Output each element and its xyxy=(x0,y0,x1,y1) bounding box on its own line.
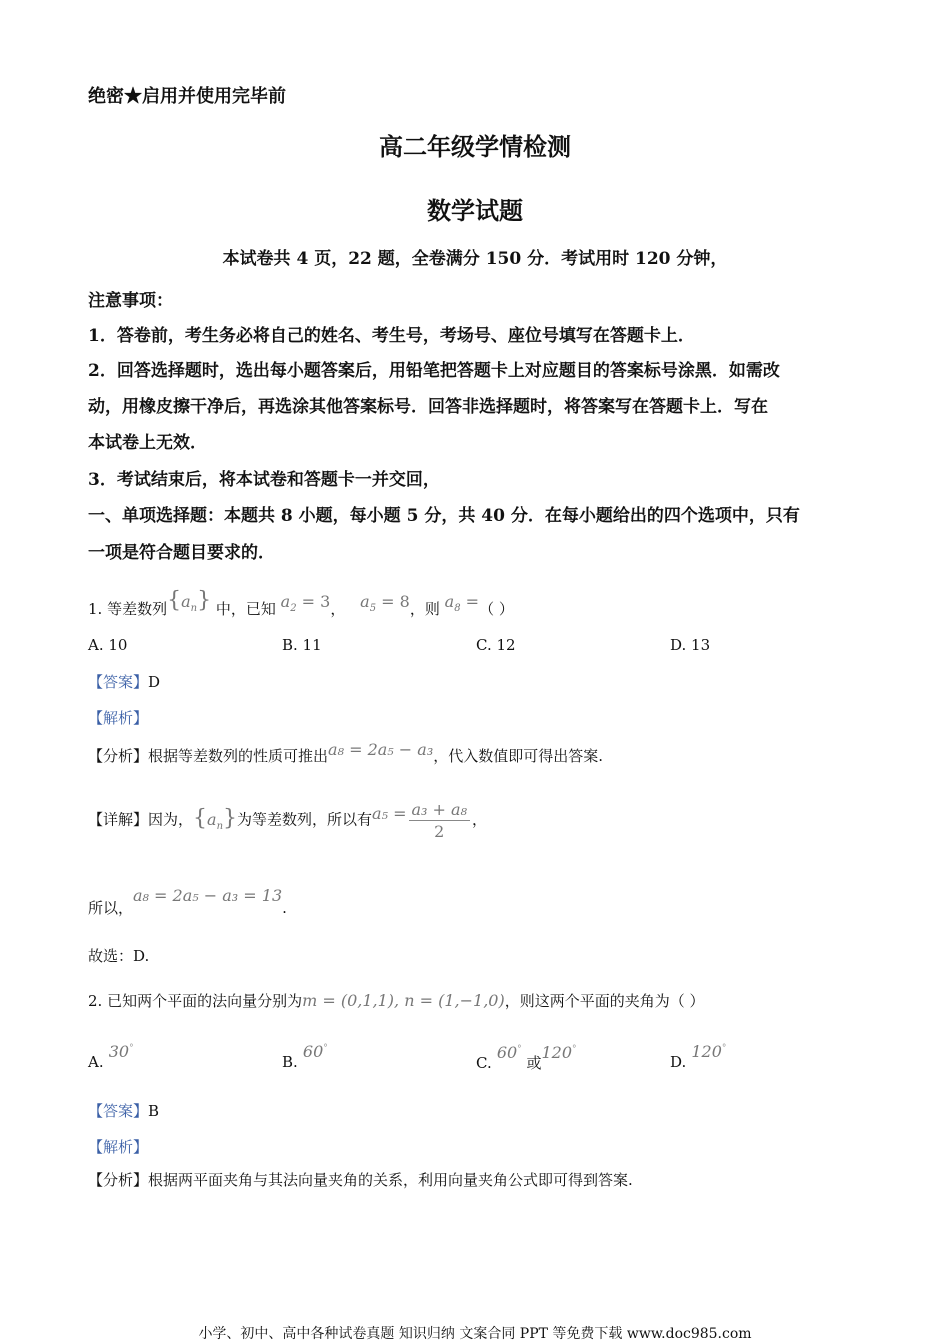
q2-option-d: D. 120° xyxy=(670,1042,727,1071)
question-1-stem: 1. 等差数列$\{a_n\}$ 中，已知 $a_2 = 3$， $a_5 = 8$，则 $a_8$ =（ ） xyxy=(88,588,514,618)
q1-conclusion: 故选：D. xyxy=(88,947,150,965)
q2-answer: 【答案】B xyxy=(88,1102,160,1120)
q1-option-c: C. 12 xyxy=(476,636,516,654)
q1-xiangjie: 【详解】因为，$\{a_n\}$为等差数列，所以有a₅ = $\frac{\text{a₃ + a₈}}{2}$ ， xyxy=(88,800,487,841)
section-heading-line-2: 一项是符合题目要求的． xyxy=(88,543,275,563)
a5-math: $a_5 = 8$ xyxy=(360,592,410,615)
exam-subject-title: 数学试题 xyxy=(427,196,523,225)
q1-answer: 【答案】D xyxy=(88,673,161,691)
q2-option-b: B. 60° xyxy=(282,1042,328,1071)
note-2-line-2: 动，用橡皮擦干净后，再选涂其他答案标号．回答非选择题时，将答案写在答题卡上．写在 xyxy=(88,397,768,417)
q1-option-d: D. 13 xyxy=(670,636,711,654)
page-footer: 小学、初中、高中各种试卷真题 知识归纳 文案合同 PPT 等免费下载 www.doc985.com xyxy=(198,1326,752,1342)
q1-analysis-tag: 【解析】 xyxy=(88,709,149,727)
q2-analysis-tag: 【解析】 xyxy=(88,1138,149,1156)
note-3: 3．考试结束后，将本试卷和答题卡一并交回， xyxy=(88,470,440,490)
note-2-line-3: 本试卷上无效． xyxy=(88,433,207,453)
q1-option-a: A. 10 xyxy=(88,636,128,654)
confidential-label: 绝密★启用并使用完毕前 xyxy=(88,86,286,107)
a8-math: $a_8$ = xyxy=(444,592,480,615)
q2-fenxi: 【分析】根据两平面夹角与其法向量夹角的关系，利用向量夹角公式即可得到答案. xyxy=(88,1171,633,1189)
question-2-stem: 2. 已知两个平面的法向量分别为m = (0,1,1), n = (1,−1,0)，则这两个平面的夹角为（ ） xyxy=(88,991,705,1010)
q2-option-c: C. 60° 或120° xyxy=(476,1043,577,1072)
note-2-line-1: 2．回答选择题时，选出每小题答案后，用铅笔把答题卡上对应题目的答案标号涂黑．如需改 xyxy=(88,361,780,381)
a2-math: $a_2 = 3$ xyxy=(280,592,331,615)
q1-option-b: B. 11 xyxy=(282,636,322,654)
fraction: $\frac{\text{a₃ + a₈}}{2}$ xyxy=(409,800,470,841)
q1-suoyi: 所以，a₈ = 2a₅ − a₃ = 13. xyxy=(88,886,287,917)
note-1: 1．答卷前，考生务必将自己的姓名、考生号，考场号、座位号填写在答题卡上． xyxy=(88,326,695,346)
sequence-math: $\{a_n\}$ xyxy=(167,588,212,615)
page-title: 高二年级学情检测 xyxy=(379,132,571,161)
q1-fenxi: 【分析】根据等差数列的性质可推出a₈ = 2a₅ − a₃，代入数值即可得出答案. xyxy=(88,740,604,765)
normal-vectors-math: m = (0,1,1), n = (1,−1,0) xyxy=(302,991,505,1010)
notes-heading: 注意事项： xyxy=(88,291,173,311)
q2-option-a: A. 30° xyxy=(88,1042,134,1071)
exam-intro: 本试卷共 4 页，22 题，全卷满分 150 分．考试用时 120 分钟， xyxy=(222,249,728,269)
section-heading-line-1: 一、单项选择题：本题共 8 小题，每小题 5 分，共 40 分．在每小题给出的四个选项中，只有 xyxy=(88,506,800,526)
